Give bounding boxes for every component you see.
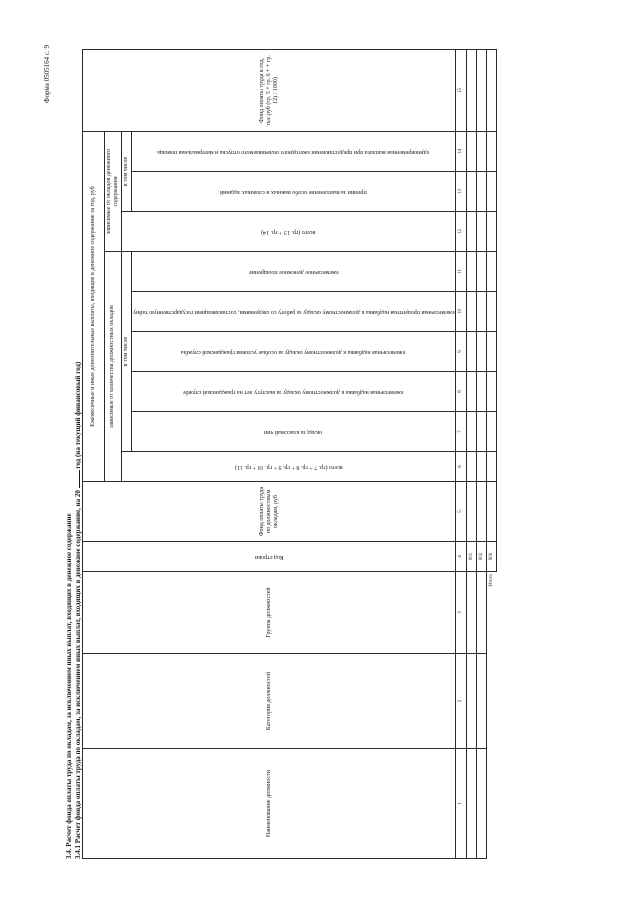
- header-additional-payments: Ежемесячные и иные дополнительные выплаты, входящие в денежное содержание за год, руб: [83, 131, 105, 481]
- header-class-rank-text: оклад за классный чин: [264, 428, 323, 435]
- header-leave-payment: [131, 131, 456, 171]
- column-number: 9: [456, 332, 467, 372]
- row-code: 001: [467, 542, 477, 572]
- header-total-a: [121, 452, 455, 482]
- table-row: [467, 49, 477, 858]
- subsection-heading: [74, 362, 82, 859]
- header-total-b: [121, 212, 455, 252]
- column-numbers-row: [456, 49, 467, 858]
- column-number: 12: [456, 212, 467, 252]
- year-blank: [79, 470, 80, 488]
- subsection-heading-prefix: 3.4.1 Расчет фонда оплаты труда по окладам, за исключением иных выплат, входящих в денежное содержание, на 20: [74, 490, 82, 859]
- column-number: 10: [456, 292, 467, 332]
- header-state-secret-text: ежемесячная процентная надбавка к должностному окладу за работу со сведениями, составляющими государственную тайну: [132, 308, 455, 315]
- header-total-b-text: всего (гр. 13 + гр. 14): [261, 228, 316, 235]
- column-number: 4: [456, 542, 467, 572]
- header-special-tasks-text: премии за выполнение особо важных и сложных заданий: [220, 188, 367, 195]
- column-number: 2: [456, 654, 467, 749]
- form-number: Форма 0505164 с. 9: [43, 45, 51, 104]
- header-position-category: Категория должностей: [83, 654, 456, 749]
- header-annual-fund: Фонд оплаты труда в год, тыс.руб (гр. 5 + гр. 6 + + гр. 12) / 1000): [83, 49, 456, 131]
- section-heading: 3.4. Расчет фонда оплаты труда по окладам, за исключением иных выплат, входящих в денежное содержание: [65, 513, 73, 859]
- table-row: [477, 49, 487, 858]
- header-fund-salaries: Фонд оплаты труда по должностным окладам, руб: [83, 482, 456, 542]
- column-number: 8: [456, 372, 467, 412]
- column-number: 3: [456, 572, 467, 654]
- column-number: 7: [456, 412, 467, 452]
- total-label: Итого: [487, 572, 497, 654]
- header-leave-payment-text: единовременная выплата при предоставлении ежегодного оплачиваемого отпуска и материальная помощь: [157, 148, 430, 155]
- column-number: 15: [456, 49, 467, 131]
- header-seniority-text: ежемесячная надбавка к должностному окладу за выслугу лет на гражданской службе: [183, 388, 404, 395]
- column-number: 1: [456, 749, 467, 859]
- column-number: 14: [456, 131, 467, 171]
- header-special-conditions-text: ежемесячная надбавка к должностному окладу за особые условия гражданской службы: [181, 348, 406, 355]
- header-row-code: [83, 542, 456, 572]
- header-total-a-text: всего (гр. 7 + гр. 8 + гр. 9 + гр. 10 + гр. 11): [234, 463, 343, 470]
- header-monthly-bonus: [131, 252, 456, 292]
- header-row-code-text: Код строки: [254, 553, 284, 560]
- header-dependent-on-pay: зависимые от окладов денежного содержания: [105, 131, 122, 251]
- payroll-table: [82, 49, 497, 859]
- total-row: [487, 49, 497, 858]
- total-code: 900: [487, 542, 497, 572]
- subsection-heading-suffix: год (на текущий финансовый год): [74, 361, 82, 469]
- header-including-a: в том числе: [121, 252, 131, 452]
- header-class-rank: [131, 412, 456, 452]
- header-including-b: в том числе: [121, 131, 131, 211]
- header-special-tasks: [131, 172, 456, 212]
- row-code: 002: [477, 542, 487, 572]
- column-number: 13: [456, 172, 467, 212]
- header-state-secret: [131, 292, 456, 332]
- header-position-group: Группа должностей: [83, 572, 456, 654]
- column-number: 11: [456, 252, 467, 292]
- header-special-conditions: [131, 332, 456, 372]
- column-number: 5: [456, 482, 467, 542]
- header-dependent-on-salaries: зависимые от количества должностных окладов: [105, 252, 122, 482]
- header-seniority: [131, 372, 456, 412]
- column-number: 6: [456, 452, 467, 482]
- header-position-name: Наименование должности: [83, 749, 456, 859]
- header-monthly-bonus-text: ежемесячное денежное поощрение: [248, 268, 339, 275]
